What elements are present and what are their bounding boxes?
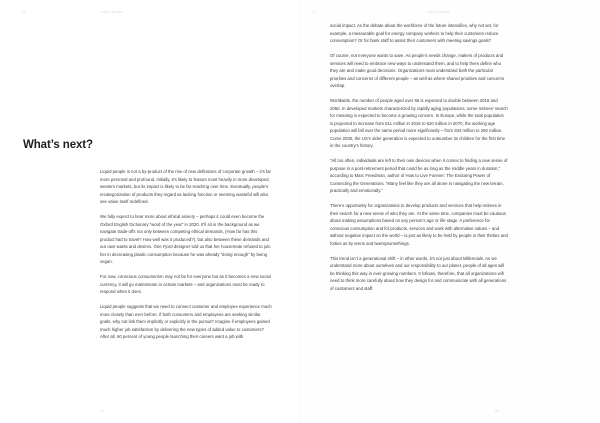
paragraph: “All too often, individuals are left to their own devices when it comes to finding a new sense of purpose in a post-retirement period that could be as long as the middle years in duration,” according to Marc Freedman, author of How to Live Forever: The Enduring Power of Connecting the Generations. “Many feel like they are all alone in navigating the new terrain, practically and emotionally.” <box>330 158 508 193</box>
paragraph: This trend isn’t a generational shift – in other words, it’s not just about Millennials. As we understand more about ourselves and our responsibility to our planet, people of all ages will be thinking this way in ever-growing numbers. It follows, therefore, that all organizations will need to think more carefully about how they design for and communicate with all generations of customers and staff. <box>330 255 507 291</box>
paragraph: There’s opportunity for organizations to develop products and services that help retirees in their search for a new sense of who they are. At the same time, companies must be cautious about making assumptions based on any person’s age or life stage. A preference for conscious consumption and for products, services and work with alternative values – and without negative impact on the world – is just as likely to be held by people in their thirties and forties as by teens and twentysomethings. <box>330 203 508 246</box>
left-page-number: 17 <box>100 408 105 413</box>
left-header-label: Liquid people <box>100 10 124 14</box>
section-heading: What’s next? <box>23 139 93 151</box>
paragraph: Liquid people suggests that we need to connect customer and employee experience much more closely than ever before. If both consumers and employees are seeking similar goals, why not link them implicitly or explicitly in the pursuit? Imagine if employees gained much higher job satisfaction by delivering the new types of added value to customers? After all, 60 percent of young people launching their careers want a job with <box>100 304 272 339</box>
right-body-column <box>330 22 508 300</box>
right-header-number: 17 <box>311 10 316 14</box>
left-body-column <box>100 168 272 348</box>
paragraph: Of course, not everyone wants to save. As people’s needs change, makers of products and services will need to embrace new ways to understand them, and to help them define who they are and make good decisions. Organizations must understand both the particular priorities and concerns of different people – as well as where shared priorities and concerns overlap. <box>330 53 505 88</box>
right-header-label: Liquid people <box>427 10 451 14</box>
paragraph: social impact. As the debate about the workforce of the future intensifies, why not set, for example, a measurable goal for energy company workers to help their customers reduce consumption? Or for bank staff to assist their customers with meeting savings goals? <box>330 23 499 43</box>
paragraph: For now, conscious consumerism may not be for everyone but as it becomes a new social currency, it will go mainstream in certain markets – and organizations must be ready to respond when it does. <box>100 274 271 294</box>
right-page-number: 18 <box>494 408 499 413</box>
paragraph: Liquid people is not a by-product of the rise of new definitions of corporate growth – it’s far more personal and profound. Initially, it’s likely to feature most heavily in more developed, western markets, but its impact is likely to be far-reaching over time. Eventually, people’s recategorization of products they regard as lacking function or seeming wasteful will also see value itself redefined. <box>100 169 271 204</box>
right-page <box>300 0 600 423</box>
paragraph: We fully expect to hear more about ethical anxiety – perhaps it could even become the Oxford English Dictionary “word of the year” in 2020. It’ll sit in the background as we navigate trade-offs not only between competing ethical demands, (How far has this product had to travel? How well was it produced?), but also between these demands and our own wants and desires. One Fjord designer told us that her housemate refused to join her in decreasing plastic consumption because he was already “doing enough” by being vegan. <box>100 214 271 264</box>
paragraph: Worldwide, the number of people aged over 65 is expected to double between 2019 and 2050. In developed markets characterized by rapidly aging populations, some retirees’ search for meaning is expected to become a growing concern. In Europe, while the total population is projected to increase from 511 million in 2016 to 520 million in 2070, the working age population will fall over the same period more significantly – from 333 million to 292 million. Come 2030, the US’s older generation is expected to outnumber its children for the first time in the country’s history. <box>330 98 508 148</box>
left-header-number: 16 <box>22 10 27 14</box>
